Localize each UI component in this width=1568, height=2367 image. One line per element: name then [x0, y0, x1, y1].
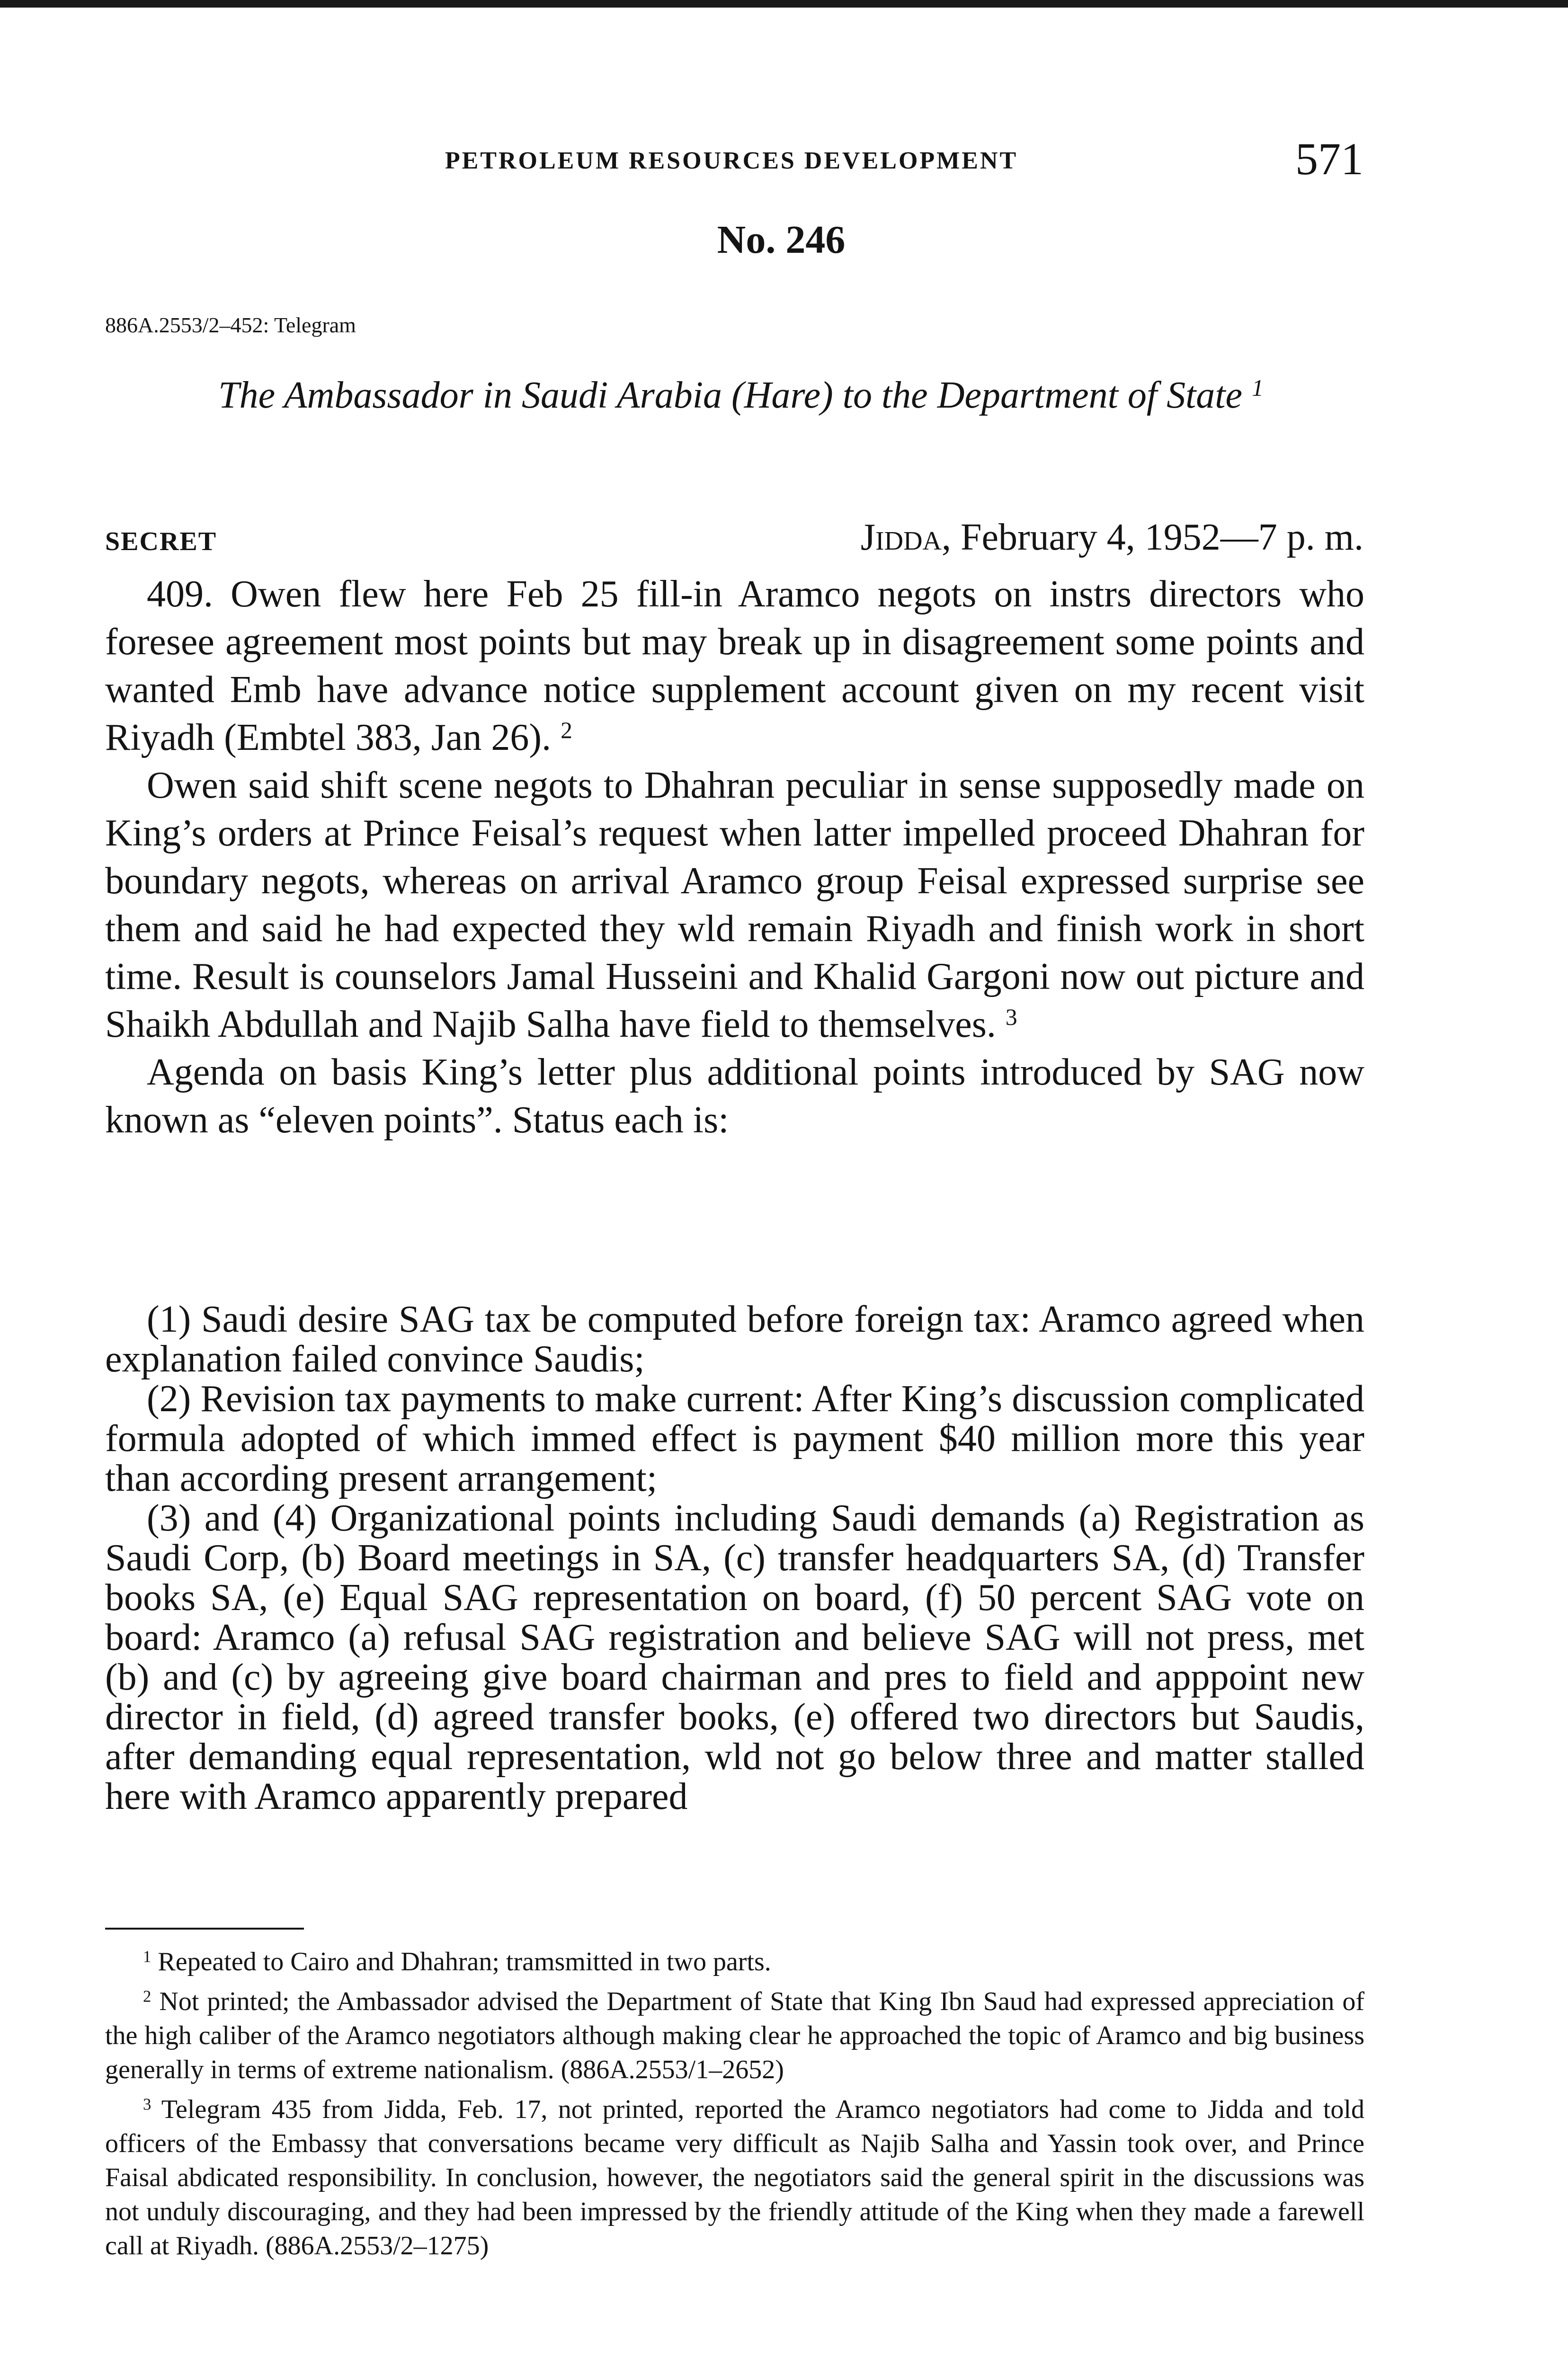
- heading-footnote-mark: 1: [1252, 375, 1264, 401]
- point-item: (3) and (4) Organizational points including Saudi demands (a) Registration as Saudi Corp, (b) Board meetings in SA, (c) transfer headquarters SA, (d) Transfer books SA, (e) Equal SAG representation on board, (f) 50 percent SAG vote on board: Aramco (a) refusal SAG registration and believe SAG will not press, met (b) and (c) by agreeing give board chairman and pres to field and apppoint new director in field, (d) agreed transfer books, (e) offered two directors but Saudis, after demanding equal representation, wld not go below three and matter stalled here with Aramco apparently prepared: [105, 1497, 1364, 1817]
- footnote-number: 3: [143, 2095, 151, 2114]
- point-item: (1) Saudi desire SAG tax be computed before foreign tax: Aramco agreed when explanation failed convince Saudis;: [105, 1299, 1364, 1380]
- body-paragraph: [105, 762, 1364, 1049]
- page-number: 571: [1295, 133, 1363, 184]
- point-item: (2) Revision tax payments to make current: After King’s discussion complicated formula adopted of which immed effect is payment $40 million more this year than according present arrangement;: [105, 1378, 1364, 1499]
- footnote: [105, 2092, 1364, 2263]
- footnote-number: 1: [143, 1947, 151, 1966]
- footnote: [105, 1945, 1364, 1979]
- paragraph-text: Agenda on basis King’s letter plus additional points introduced by SAG now known as “eleven points”. Status each is:: [105, 1051, 1364, 1141]
- body-paragraph: [105, 1049, 1364, 1144]
- classification-label: SECRET: [105, 527, 217, 556]
- file-reference: 886A.2553/2–452: Telegram: [105, 313, 356, 337]
- footnote-text: Telegram 435 from Jidda, Feb. 17, not printed, reported the Aramco negotiators had come to Jidda and told officers of the Embassy that conversations became very difficult as Najib Salha and Yassin took over, and Prince Faisal abdicated responsibility. In conclusion, however, the negotiators said the general spirit in the discussions was not unduly discouraging, and they had been impressed by the friendly attitude of the King when they made a farewell call at Riyadh. (886A.2553/2–1275): [105, 2095, 1364, 2260]
- dateline-date: , February 4, 1952—7 p. m.: [941, 516, 1363, 558]
- dateline-place: Jidda: [860, 516, 942, 558]
- footnotes: [105, 1945, 1364, 2269]
- points-list: [105, 1299, 1364, 1816]
- paragraph-text: Owen said shift scene negots to Dhahran peculiar in sense supposedly made on King’s orders at Prince Feisal’s request when latter impelled proceed Dhahran for boundary negots, whereas on arrival Aramco group Feisal expressed surprise see them and said he had expected they wld remain Riyadh and finish work in short time. Result is counselors Jamal Husseini and Khalid Gargoni now out picture and Shaikh Abdullah and Najib Salha have field to themselves.: [105, 765, 1364, 1045]
- footnote-number: 2: [143, 1987, 151, 2006]
- telegram-body: [105, 570, 1364, 1144]
- footnote-text: Repeated to Cairo and Dhahran; tramsmitted in two parts.: [158, 1947, 771, 1976]
- footnote-divider: [105, 1928, 304, 1930]
- body-paragraph: [105, 570, 1364, 762]
- footnote: [105, 1984, 1364, 2087]
- document-heading: [156, 369, 1326, 421]
- paragraph-text: 409. Owen flew here Feb 25 fill-in Aramco negots on instrs directors who foresee agreement most points but may break up in disagreement some points and wanted Emb have advance notice supplement account given on my recent visit Riyadh (Embtel 383, Jan 26).: [105, 573, 1364, 758]
- running-head: PETROLEUM RESOURCES DEVELOPMENT: [445, 147, 1018, 174]
- footnote-mark: 2: [561, 717, 572, 744]
- footnote-mark: 3: [1005, 1004, 1017, 1031]
- dateline: [615, 516, 1363, 559]
- heading-text: The Ambassador in Saudi Arabia (Hare) to the Department of State: [218, 374, 1243, 416]
- document-number: No. 246: [717, 218, 846, 262]
- footnote-text: Not printed; the Ambassador advised the Department of State that King Ibn Saud had expressed appreciation of the high caliber of the Aramco negotiators although making clear he approached the topic of Aramco and big business generally in terms of extreme nationalism. (886A.2553/1–2652): [105, 1987, 1364, 2084]
